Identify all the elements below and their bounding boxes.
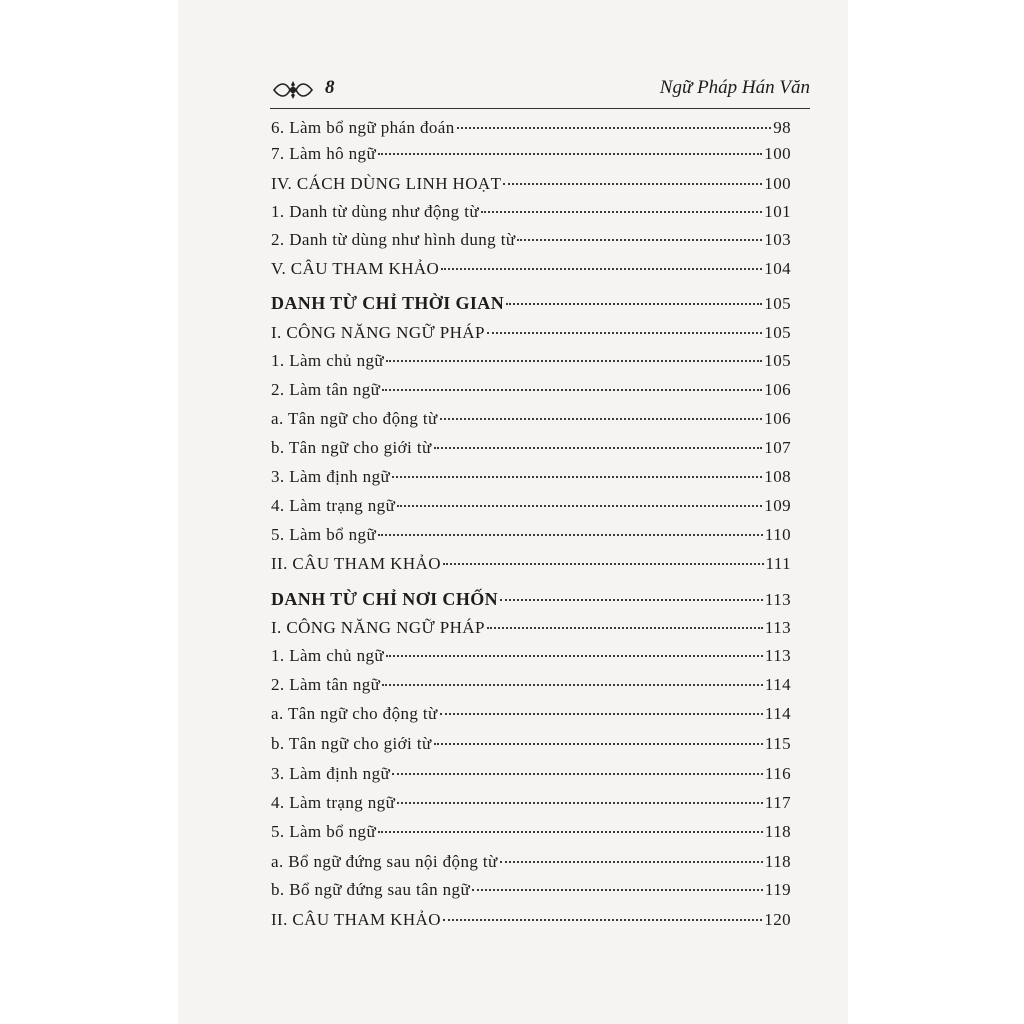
toc-entry-page-number: 101 (764, 202, 791, 221)
toc-entry (271, 554, 791, 580)
toc-entry-title: 2. Làm tân ngữ (271, 380, 381, 399)
dot-leader (487, 332, 763, 334)
dot-leader (440, 418, 763, 420)
toc-entry-page-number: 120 (764, 910, 791, 929)
toc-entry-title: 2. Danh từ dùng như hình dung từ (271, 230, 516, 249)
toc-entry (271, 525, 791, 551)
toc-entry-page-number: 105 (764, 294, 791, 313)
dot-leader (506, 303, 762, 305)
toc-entry-title: I. CÔNG NĂNG NGỮ PHÁP (271, 323, 485, 342)
page-number: 8 (325, 77, 335, 98)
dot-leader (378, 534, 763, 536)
toc-entry-page-number: 100 (764, 144, 791, 163)
toc-chapter-entry (271, 589, 791, 615)
toc-entry (271, 734, 791, 760)
toc-entry-page-number: 114 (764, 704, 791, 723)
toc-entry-page-number: 108 (764, 467, 791, 486)
toc-entry-page-number: 104 (764, 259, 791, 278)
toc-entry (271, 230, 791, 256)
toc-entry-title: b. Tân ngữ cho giới từ (271, 438, 432, 457)
toc-entry-title: 2. Làm tân ngữ (271, 675, 381, 694)
toc-entry (271, 259, 791, 285)
toc-entry-page-number: 105 (764, 323, 791, 342)
toc-entry-page-number: 110 (764, 525, 791, 544)
toc-entry-title: b. Bổ ngữ đứng sau tân ngữ (271, 880, 471, 899)
toc-entry-page-number: 114 (764, 675, 791, 694)
toc-entry-page-number: 113 (764, 590, 791, 609)
toc-entry-page-number: 106 (764, 409, 791, 428)
toc-entry (271, 144, 791, 170)
floral-ornament-icon (270, 78, 316, 102)
toc-entry-title: DANH TỪ CHỈ THỜI GIAN (271, 293, 505, 313)
toc-entry-page-number: 118 (764, 822, 791, 841)
toc-entry-page-number: 100 (764, 174, 791, 193)
toc-entry-title: 4. Làm trạng ngữ (271, 793, 396, 812)
toc-entry (271, 910, 791, 936)
toc-entry (271, 351, 791, 377)
toc-entry (271, 704, 791, 730)
toc-entry-page-number: 113 (764, 646, 791, 665)
dot-leader (434, 743, 763, 745)
toc-entry-title: 1. Danh từ dùng như động từ (271, 202, 479, 221)
dot-leader (382, 684, 763, 686)
toc-entry-page-number: 98 (773, 118, 791, 137)
toc-entry-title: 7. Làm hô ngữ (271, 144, 377, 163)
dot-leader (500, 861, 763, 863)
dot-leader (481, 211, 762, 213)
toc-entry (271, 323, 791, 349)
header-divider (270, 108, 810, 109)
dot-leader (397, 802, 763, 804)
dot-leader (443, 919, 762, 921)
toc-entry-title: IV. CÁCH DÙNG LINH HOẠT (271, 174, 502, 193)
toc-entry-title: 5. Làm bổ ngữ (271, 822, 377, 841)
toc-entry-title: 1. Làm chủ ngữ (271, 646, 385, 665)
toc-entry-page-number: 103 (764, 230, 791, 249)
toc-entry-title: 3. Làm định ngữ (271, 764, 391, 783)
toc-entry-page-number: 115 (764, 734, 791, 753)
dot-leader (386, 360, 762, 362)
toc-entry (271, 646, 791, 672)
toc-entry (271, 438, 791, 464)
dot-leader (472, 889, 763, 891)
toc-entry-page-number: 106 (764, 380, 791, 399)
toc-entry-title: DANH TỪ CHỈ NƠI CHỐN (271, 589, 499, 609)
toc-entry-page-number: 105 (764, 351, 791, 370)
dot-leader (386, 655, 763, 657)
toc-entry-page-number: 107 (764, 438, 791, 457)
toc-entry (271, 467, 791, 493)
toc-entry-page-number: 119 (764, 880, 791, 899)
toc-entry-title: I. CÔNG NĂNG NGỮ PHÁP (271, 618, 485, 637)
toc-entry (271, 409, 791, 435)
toc-entry-page-number: 117 (764, 793, 791, 812)
dot-leader (517, 239, 762, 241)
toc-entry-title: b. Tân ngữ cho giới từ (271, 734, 432, 753)
dot-leader (441, 268, 762, 270)
dot-leader (500, 599, 763, 601)
toc-entry-page-number: 109 (764, 496, 791, 515)
dot-leader (440, 713, 763, 715)
dot-leader (457, 127, 772, 129)
page-header (270, 76, 810, 106)
dot-leader (397, 505, 762, 507)
toc-entry (271, 793, 791, 819)
dot-leader (378, 153, 762, 155)
toc-entry (271, 496, 791, 522)
toc-entry-title: 4. Làm trạng ngữ (271, 496, 396, 515)
toc-entry (271, 880, 791, 906)
toc-entry-title: a. Tân ngữ cho động từ (271, 704, 438, 723)
toc-entry-title: 3. Làm định ngữ (271, 467, 391, 486)
toc-entry-title: II. CÂU THAM KHẢO (271, 910, 441, 929)
dot-leader (503, 183, 762, 185)
toc-entry-page-number: 111 (765, 554, 791, 573)
dot-leader (382, 389, 762, 391)
toc-entry (271, 118, 791, 144)
dot-leader (378, 831, 763, 833)
running-title: Ngữ Pháp Hán Văn (659, 77, 810, 98)
toc-entry-title: 1. Làm chủ ngữ (271, 351, 385, 370)
toc-entry (271, 764, 791, 790)
toc-entry-title: a. Tân ngữ cho động từ (271, 409, 438, 428)
toc-entry-title: 6. Làm bổ ngữ phán đoán (271, 118, 455, 137)
toc-entry-page-number: 113 (764, 618, 791, 637)
toc-entry-title: V. CÂU THAM KHẢO (271, 259, 440, 278)
dot-leader (392, 773, 763, 775)
toc-entry (271, 675, 791, 701)
toc-entry (271, 202, 791, 228)
dot-leader (434, 447, 763, 449)
toc-entry-title: II. CÂU THAM KHẢO (271, 554, 441, 573)
toc-entry (271, 822, 791, 848)
toc-chapter-entry (271, 293, 791, 319)
toc-entry (271, 174, 791, 200)
dot-leader (392, 476, 762, 478)
toc-entry (271, 380, 791, 406)
toc-entry-page-number: 116 (764, 764, 791, 783)
toc-entry-page-number: 118 (764, 852, 791, 871)
toc-entry (271, 852, 791, 878)
toc-entry-title: a. Bổ ngữ đứng sau nội động từ (271, 852, 498, 871)
toc-entry (271, 618, 791, 644)
dot-leader (487, 627, 763, 629)
dot-leader (443, 563, 764, 565)
toc-entry-title: 5. Làm bổ ngữ (271, 525, 377, 544)
